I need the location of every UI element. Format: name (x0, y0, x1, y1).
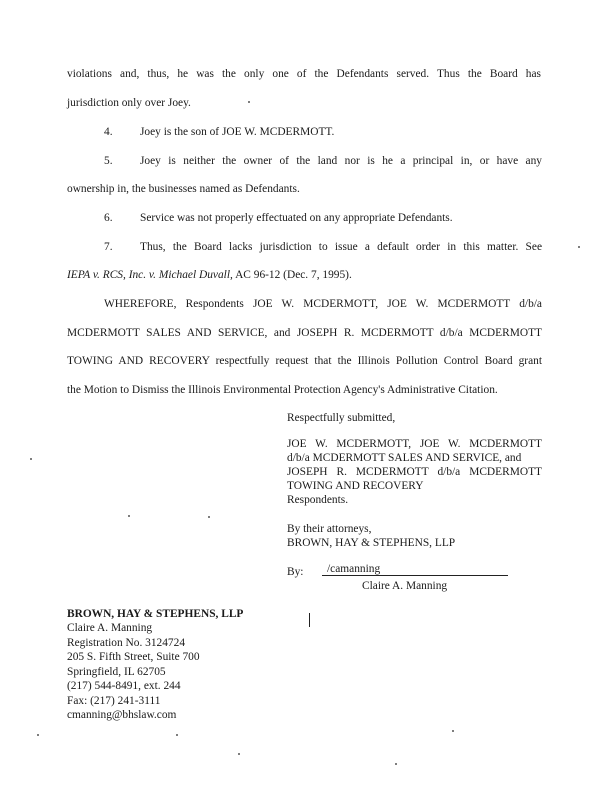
footer-line: Springfield, IL 62705 (67, 666, 166, 678)
text-cursor (309, 613, 310, 627)
wherefore-line: MCDERMOTT SALES AND SERVICE, and JOSEPH R. MCDERMOTT d/b/a MCDERMOTT (67, 327, 542, 339)
by-label: By: (287, 566, 304, 578)
paragraph-text: Service was not properly effectuated on any appropriate Defendants. (140, 212, 453, 224)
body-text-line: violations and, thus, he was the only one of the Defendants served. Thus the Board has (67, 68, 541, 80)
paragraph-number: 7. (104, 241, 113, 253)
wherefore-line: the Motion to Dismiss the Illinois Environmental Protection Agency's Administrative Citation. (67, 384, 498, 396)
citation-rest: AC 96-12 (Dec. 7, 1995). (232, 269, 352, 281)
respondent-line: d/b/a MCDERMOTT SALES AND SERVICE, and (287, 452, 522, 464)
footer-line: 205 S. Fifth Street, Suite 700 (67, 651, 200, 663)
closing-text: Respectfully submitted, (287, 412, 396, 424)
paragraph-text: Joey is neither the owner of the land nor is he a principal in, or have any (140, 155, 542, 167)
scan-speck (176, 734, 178, 736)
respondent-line: JOE W. MCDERMOTT, JOE W. MCDERMOTT (287, 438, 542, 450)
footer-line: Registration No. 3124724 (67, 637, 186, 649)
scan-speck (208, 516, 210, 518)
scan-speck (238, 753, 240, 755)
wherefore-line: WHEREFORE, Respondents JOE W. MCDERMOTT, JOE W. MCDERMOTT d/b/a (104, 298, 542, 310)
signer-name: Claire A. Manning (362, 580, 448, 592)
paragraph-number: 5. (104, 155, 113, 167)
attorneys-label: By their attorneys, (287, 523, 372, 535)
citation-italic: IEPA v. RCS, Inc. v. Michael Duvall, (67, 269, 233, 281)
firm-name: BROWN, HAY & STEPHENS, LLP (287, 537, 456, 549)
footer-line: (217) 544-8491, ext. 244 (67, 680, 181, 692)
signature-line (322, 575, 508, 576)
body-text-line: jurisdiction only over Joey. (67, 97, 191, 109)
respondent-line: Respondents. (287, 494, 349, 506)
scan-speck (248, 101, 250, 103)
scan-speck (128, 515, 130, 517)
scan-speck (395, 763, 397, 765)
footer-line: Claire A. Manning (67, 622, 153, 634)
electronic-signature: /camanning (327, 563, 381, 575)
paragraph-text: Thus, the Board lacks jurisdiction to issue a default order in this matter. See (140, 241, 542, 253)
respondent-line: TOWING AND RECOVERY (287, 480, 424, 492)
paragraph-number: 6. (104, 212, 113, 224)
scan-speck (578, 246, 580, 248)
scan-speck (37, 734, 39, 736)
paragraph-number: 4. (104, 126, 113, 138)
wherefore-line: TOWING AND RECOVERY respectfully request that the Illinois Pollution Control Board grant (67, 355, 542, 367)
paragraph-text: Joey is the son of JOE W. MCDERMOTT. (140, 126, 335, 138)
footer-line: Fax: (217) 241-3111 (67, 695, 161, 707)
scan-speck (30, 458, 32, 460)
respondent-line: JOSEPH R. MCDERMOTT d/b/a MCDERMOTT (287, 466, 542, 478)
case-citation (67, 268, 352, 282)
footer-firm-name: BROWN, HAY & STEPHENS, LLP (67, 608, 244, 620)
scan-speck (452, 730, 454, 732)
footer-email: cmanning@bhslaw.com (67, 709, 177, 721)
paragraph-text: ownership in, the businesses named as Defendants. (67, 183, 300, 195)
